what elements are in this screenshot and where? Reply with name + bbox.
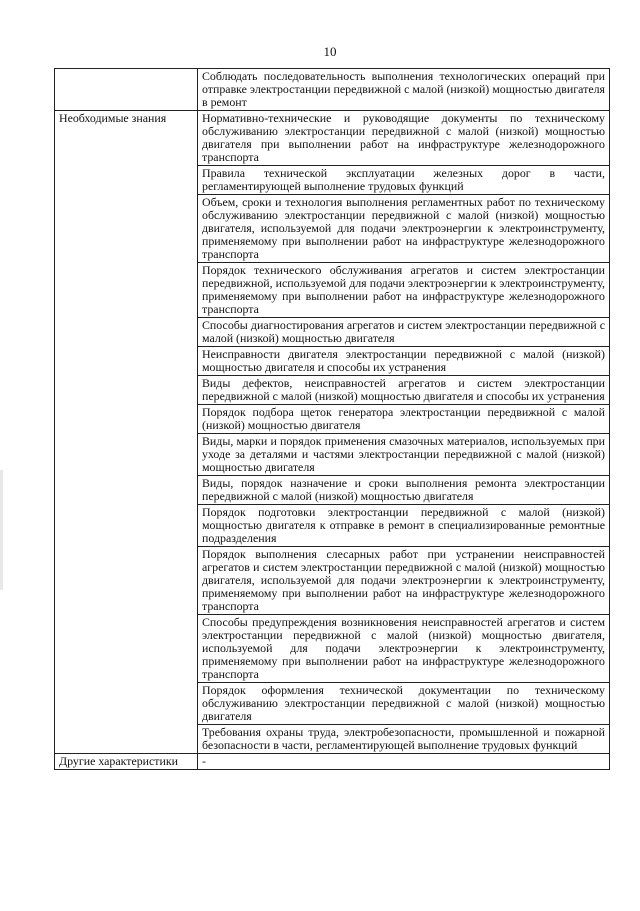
empty-label-cell: [55, 69, 198, 111]
knowledge-item: Порядок подготовки электростанции передвижной с малой (низкой) мощностью двигателя к отправке в ремонт в специализированные ремонтные подразделения: [198, 505, 610, 547]
knowledge-item: Порядок подбора щеток генератора электростанции передвижной с малой (низкой) мощностью двигателя: [198, 405, 610, 434]
knowledge-item: Объем, сроки и технология выполнения регламентных работ по техническому обслуживанию электростанции передвижной с малой (низкой) мощностью двигателя, используемой для подачи электроэнергии к электроинструменту, применяемому при выполнении работ на инфраструктуре железнодорожного транспорта: [198, 195, 610, 263]
knowledge-item: Правила технической эксплуатации железных дорог в части, регламентирующей выполнение трудовых функций: [198, 166, 610, 195]
page-number: 10: [323, 44, 337, 59]
action-text: Соблюдать последовательность выполнения технологических операций при отправке электростанции передвижной с малой (низкой) мощностью двигателя в ремонт: [198, 69, 610, 111]
knowledge-item: Способы предупреждения возникновения неисправностей агрегатов и систем электростанции передвижной с малой (низкой) мощностью двигателя, используемой для подачи электроэнергии к электроинструменту, применяемому при выполнении работ на инфраструктуре железнодорожного транспорта: [198, 615, 610, 683]
knowledge-label: Необходимые знания: [55, 111, 198, 754]
knowledge-item: Виды, марки и порядок применения смазочных материалов, используемых при уходе за деталями и частями электростанции передвижной с малой (низкой) мощностью двигателя: [198, 434, 610, 476]
knowledge-item: Способы диагностирования агрегатов и систем электростанции передвижной с малой (низкой) мощностью двигателя: [198, 318, 610, 347]
knowledge-item: Требования охраны труда, электробезопасности, промышленной и пожарной безопасности в части, регламентирующей выполнение трудовых функций: [198, 725, 610, 754]
requirements-table: [54, 68, 610, 770]
table-row: [55, 69, 610, 111]
table-row: [55, 111, 610, 166]
knowledge-item: Нормативно-технические и руководящие документы по техническому обслуживанию электростанции передвижной с малой (низкой) мощностью двигателя при выполнении работ на инфраструктуре железнодорожного транспорта: [198, 111, 610, 166]
knowledge-item: Виды, порядок назначение и сроки выполнения ремонта электростанции передвижной с малой (низкой) мощностью двигателя: [198, 476, 610, 505]
other-characteristics-label: Другие характеристики: [55, 754, 198, 770]
knowledge-item: Порядок оформления технической документации по техническому обслуживанию электростанции передвижной с малой (низкой) мощностью двигателя: [198, 683, 610, 725]
other-characteristics-value: -: [198, 754, 610, 770]
table-row: [55, 754, 610, 770]
knowledge-item: Виды дефектов, неисправностей агрегатов и систем электростанции передвижной с малой (низкой) мощностью двигателя и способы их устранения: [198, 376, 610, 405]
scan-edge-shadow: [0, 470, 3, 590]
knowledge-item: Порядок технического обслуживания агрегатов и систем электростанции передвижной, используемой для подачи электроэнергии к электроинструменту, применяемому при выполнении работ на инфраструктуре железнодорожного транспорта: [198, 263, 610, 318]
knowledge-item: Неисправности двигателя электростанции передвижной с малой (низкой) мощностью двигателя и способы их устранения: [198, 347, 610, 376]
knowledge-item: Порядок выполнения слесарных работ при устранении неисправностей агрегатов и систем электростанции передвижной с малой (низкой) мощностью двигателя, используемой для подачи электроэнергии к электроинструменту, применяемому при выполнении работ на инфраструктуре железнодорожного транспорта: [198, 547, 610, 615]
